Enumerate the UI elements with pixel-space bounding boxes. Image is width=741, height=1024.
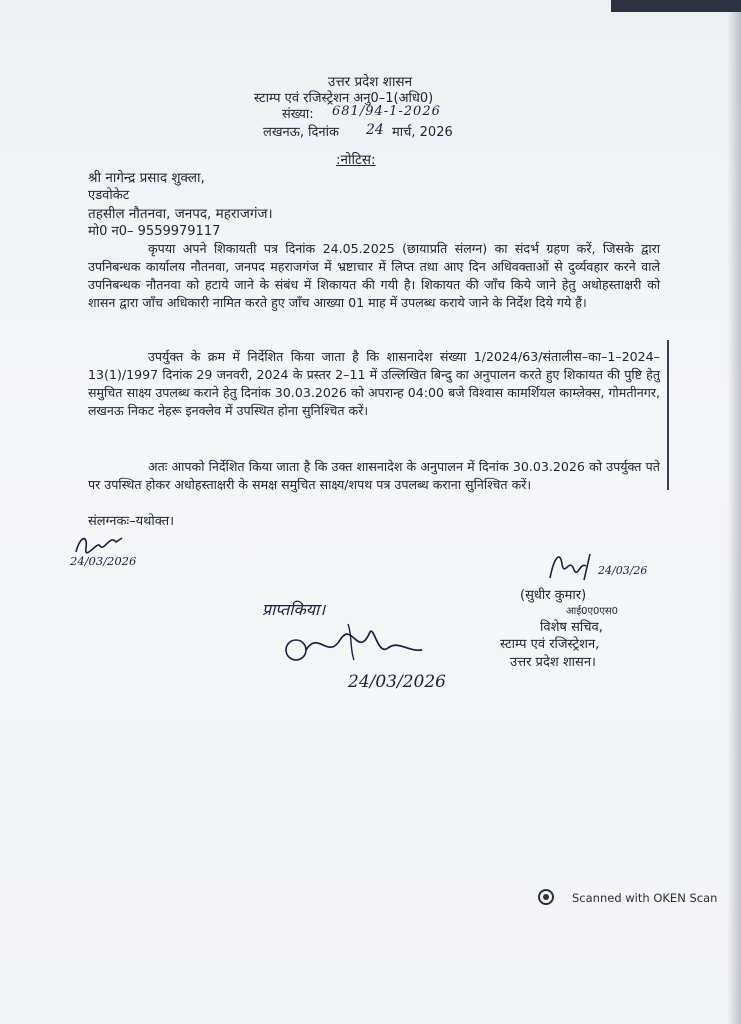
signatory-name: (सुधीर कुमार) (520, 588, 587, 603)
signatory-government: उत्तर प्रदेश शासन। (510, 655, 596, 670)
notice-title: :नोटिस: (336, 152, 376, 168)
header-date-day: 24 (366, 122, 384, 138)
header-place-date: लखनऊ, दिनांक (263, 125, 339, 140)
paragraph-2: उपर्युक्त के क्रम में निर्देशित किया जाता है कि शासनादेश संख्या 1/2024/63/संतालीस–का–1–2024–13(1)/1997 दिनांक 29 जनवरी, 2024 के प्रस्तर 2–11 में उल्लिखित बिन्दु का अनुपालन करते हुए शिकायत की पुष्टि हेतु समुचित साक्ष्य उपलब्ध कराने हेतु दिनांक 30.03.2026 को अपरान्ह 04:00 बजे विश्वास कामर्शियल काम्लेक्स, गोमतीनगर, लखनऊ निकट नेहरू इनक्लेव में उपस्थित होना सुनिश्चित करें। (88, 349, 660, 418)
paragraph-3: अतः आपको निर्देशित किया जाता है कि उक्त शासनादेश के अनुपालन में दिनांक 30.03.2026 को उपर्युक्त पते पर उपस्थित होकर अधोहस्ताक्षरी के समक्ष समुचित साक्ष्य/शपथ पत्र उपलब्ध कराना सुनिश्चित करें। (88, 459, 660, 492)
scanner-watermark: Scanned with OKEN Scan (572, 891, 718, 905)
scanner-logo-icon (538, 889, 554, 905)
addressee-designation: एडवोकेट (88, 188, 130, 203)
signatory-sign-date: 24/03/26 (598, 564, 648, 577)
header-date-month-year: मार्च, 2026 (392, 125, 453, 140)
receipt-date: 24/03/2026 (348, 672, 446, 692)
addressee-name: श्री नागेन्द्र प्रसाद शुक्ला, (88, 170, 205, 186)
receipt-signature (278, 620, 428, 670)
receipt-label: प्राप्तकिया। (262, 600, 326, 619)
header-government: उत्तर प्रदेश शासन (327, 74, 413, 90)
addressee-mobile: मो0 न0– 9559979117 (88, 224, 221, 239)
header-number-handwritten: 681/94-1-2026 (332, 104, 441, 119)
signatory-service: आई0ए0एस0 (566, 606, 619, 617)
header-department: स्टाम्प एवं रजिस्ट्रेशन अनु0–1(अधि0) (254, 91, 434, 106)
left-handwritten-date: 24/03/2026 (70, 554, 137, 568)
page-edge-shadow (727, 0, 741, 1024)
addressee-address: तहसील नौतनवा, जनपद, महराजगंज। (88, 206, 273, 222)
signatory-department: स्टाम्प एवं रजिस्ट्रेशन, (500, 637, 600, 652)
enclosure-note: संलग्नकः–यथोक्त। (88, 514, 175, 529)
signatory-designation: विशेष सचिव, (540, 620, 603, 635)
scan-background-corner (611, 0, 741, 12)
header-number-label: संख्या: (282, 107, 314, 122)
paragraph-1: कृपया अपने शिकायती पत्र दिनांक 24.05.2025 (छायाप्रति संलग्न) का संदर्भ ग्रहण करें, जिसके द्वारा उपनिबन्धक कार्यालय नौतनवा, जनपद महराजगंज में भ्रष्टाचार में लिप्त तथा आए दिन अधिवक्ताओं से दुर्व्यवहार करने वाले उपनिबन्धक नौतनवा को हटाये जाने के संबंध में शिकायत की गयी है। शिकायत की जाँच किये जाने हेतु अधोहस्ताक्षरी को शासन द्वारा जाँच अधिकारी नामित करते हुए जाँच आख्या 01 माह में उपलब्ध कराये जाने के निर्देश दिये गये हैं। (88, 241, 660, 310)
margin-pen-line (667, 340, 669, 490)
